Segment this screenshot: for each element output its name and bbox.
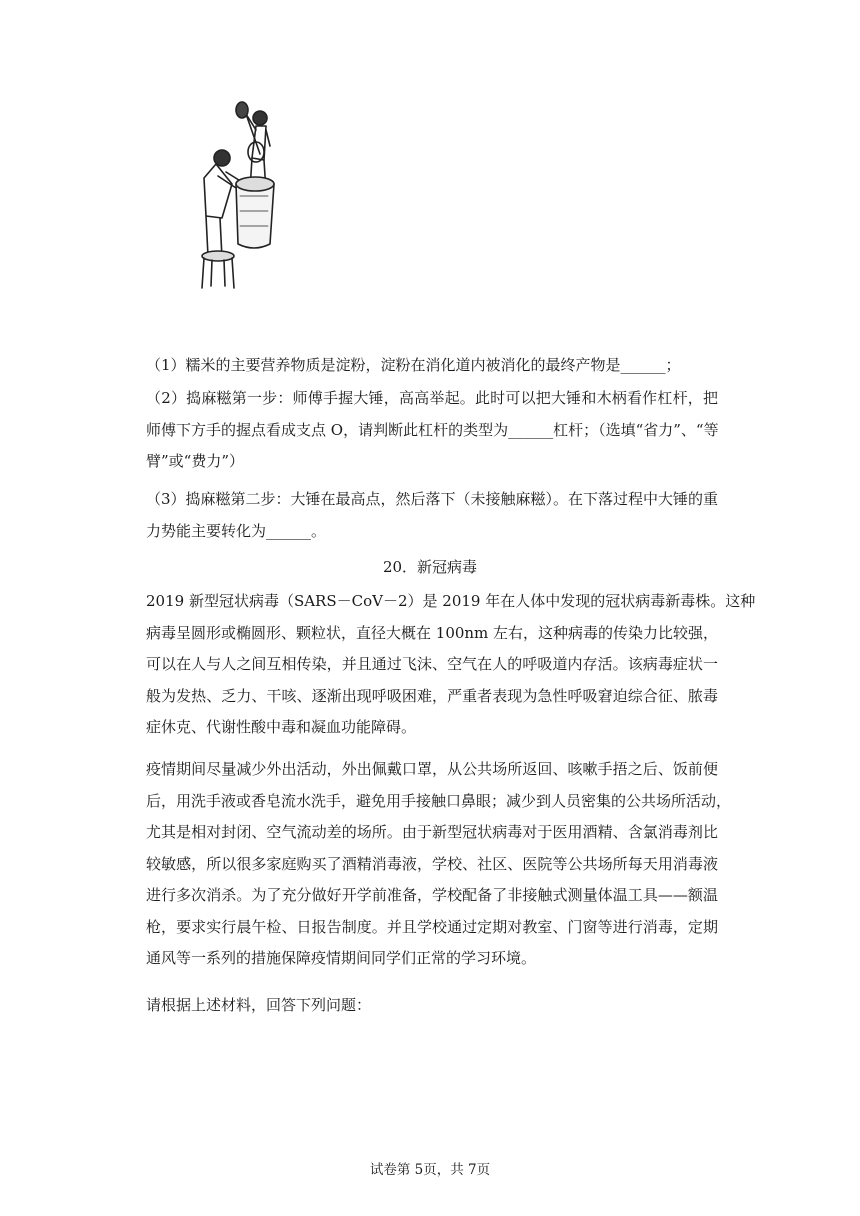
prompt	[146, 990, 718, 1022]
paragraph-line: 可以在人与人之间互相传染，并且通过飞沫、空气在人的呼吸道内存活。该病毒症状一	[146, 655, 718, 673]
paragraph-2	[146, 754, 732, 975]
rice-cake-pounding-figure	[148, 66, 328, 306]
question-1-line: （1）糯米的主要营养物质是淀粉，淀粉在消化道内被消化的最终产物是______；	[146, 356, 681, 374]
question-2-line: 臂”或“费力”）	[146, 452, 245, 470]
paragraph-line: 后，用洗手液或香皂流水洗手，避免用手接触口鼻眼；减少到人员密集的公共场所活动，	[146, 791, 732, 810]
paragraph-line: 通风等一系列的措施保障疫情期间同学们正常的学习环境。	[146, 949, 537, 967]
paragraph-line: 尤其是相对封闭、空气流动差的场所。由于新型冠状病毒对于医用酒精、含氯消毒剂比	[146, 823, 718, 841]
paragraph-line: 2019 新型冠状病毒（SARS－CoV－2）是 2019 年在人体中发现的冠状病毒新毒株。这种	[146, 592, 756, 610]
prompt-text: 请根据上述材料，回答下列问题：	[146, 996, 372, 1014]
paragraph-line: 般为发热、乏力、干咳、逐渐出现呼吸困难，严重者表现为急性呼吸窘迫综合征、脓毒	[146, 686, 718, 705]
question-1	[146, 350, 718, 382]
paragraph-1	[146, 586, 756, 744]
question-2	[146, 383, 718, 478]
paragraph-line: 较敏感，所以很多家庭购买了酒精消毒液，学校、社区、医院等公共场所每天用消毒液	[146, 854, 718, 873]
paragraph-line: 枪，要求实行晨午检、日报告制度。并且学校通过定期对教室、门窗等进行消毒，定期	[146, 917, 718, 936]
paragraph-line: 症休克、代谢性酸中毒和凝血功能障碍。	[146, 718, 417, 736]
question-2-line: （2）捣麻糍第一步：师傅手握大锤，高高举起。此时可以把大锤和木柄看作杠杆，把	[146, 389, 718, 407]
paragraph-line: 进行多次消杀。为了充分做好开学前准备，学校配备了非接触式测量体温工具——额温	[146, 886, 718, 904]
question-2-line: 师傅下方手的握点看成支点 O，请判断此杠杆的类型为______杠杆；（选填“省力”、“等	[146, 420, 719, 439]
paragraph-line: 疫情期间尽量减少外出活动，外出佩戴口罩，从公共场所返回、咳嗽手捂之后、饭前便	[146, 760, 718, 778]
question-3	[146, 484, 718, 547]
paragraph-line: 病毒呈圆形或椭圆形、颗粒状，直径大概在 100nm 左右，这种病毒的传染力比较强，	[146, 623, 719, 642]
section-title: 20．新冠病毒	[382, 558, 478, 576]
question-3-line: 力势能主要转化为______。	[146, 521, 327, 540]
page-footer: 试卷第 5页，共 7页	[369, 1162, 491, 1178]
question-3-line: （3）捣麻糍第二步：大锤在最高点，然后落下（未接触麻糍）。在下落过程中大锤的重	[146, 490, 719, 508]
